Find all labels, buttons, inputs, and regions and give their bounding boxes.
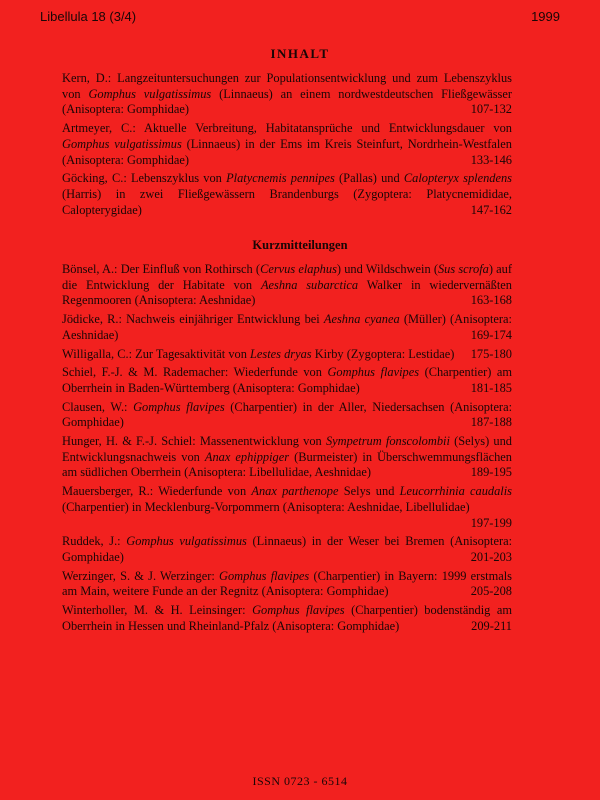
entry-text bbox=[62, 262, 512, 307]
issn: ISSN 0723 - 6514 bbox=[252, 774, 348, 788]
species-name: Aeshna subarctica bbox=[260, 277, 359, 292]
toc-entry bbox=[62, 365, 512, 396]
entry-text-segment: (Charpentier) in der Aller, Niedersachsen (Anisoptera: Gomphidae) bbox=[62, 399, 513, 430]
entry-text-segment: Hunger, H. & F.-J. Schiel: Massenentwicklung von bbox=[62, 434, 326, 449]
species-name: Gomphus flavipes bbox=[327, 365, 420, 380]
entry-text-segment: Kirby (Zygoptera: Lestidae) bbox=[311, 346, 455, 361]
short-notes-list bbox=[62, 262, 512, 637]
entry-text-segment: Bönsel, A.: Der Einfluß von Rothirsch ( bbox=[62, 262, 261, 276]
toc-entry bbox=[62, 171, 512, 218]
toc-entry bbox=[62, 434, 512, 481]
entry-text bbox=[62, 312, 512, 342]
entry-text-segment: (Linnaeus) in der Ems im Kreis Steinfurt, Nordrhein-Westfalen (Anisoptera: Gomphidae) bbox=[62, 136, 512, 167]
toc-entry bbox=[62, 262, 512, 309]
entry-text-segment: Mauersberger, R.: Wiederfunde von bbox=[62, 484, 252, 499]
species-name: Gomphus flavipes bbox=[133, 399, 225, 414]
entry-text-segment: (Charpentier) bodenständig am Oberrhein in Hessen und Rheinland-Pfalz (Anisoptera: Gomphidae) bbox=[62, 603, 512, 633]
page-range: 189-195 bbox=[470, 465, 512, 480]
species-name: Lestes dryas bbox=[250, 346, 312, 361]
species-name: Leucorrhinia caudalis bbox=[399, 484, 512, 499]
species-name: Anax parthenope bbox=[251, 484, 339, 499]
page-range: 175-180 bbox=[470, 346, 512, 361]
entry-text-segment: Jödicke, R.: Nachweis einjähriger Entwicklung bei bbox=[62, 312, 324, 327]
page-range: 201-203 bbox=[470, 549, 512, 564]
entry-text bbox=[62, 569, 512, 599]
entry-text bbox=[62, 347, 454, 361]
species-name: Gomphus vulgatissimus bbox=[126, 534, 247, 549]
toc-entry bbox=[62, 71, 512, 118]
toc-entry bbox=[62, 121, 512, 168]
page-range: 107-132 bbox=[470, 102, 512, 117]
toc-entry bbox=[62, 347, 512, 363]
entry-text bbox=[62, 484, 512, 514]
toc-entry bbox=[62, 484, 512, 531]
entry-text bbox=[62, 603, 512, 633]
page-range: 187-188 bbox=[470, 415, 512, 430]
entry-text-segment: (Harris) in zwei Fließgewässern Brandenburgs (Zygoptera: Platycnemididae, Calopterygidae) bbox=[62, 186, 512, 217]
entry-text-segment: (Müller) (Anisoptera: Aeshnidae) bbox=[62, 312, 512, 342]
page-range: 205-208 bbox=[470, 584, 512, 599]
entry-text bbox=[62, 534, 512, 564]
species-name: Sus scrofa bbox=[437, 262, 489, 276]
entry-text-segment: ) auf die Entwicklung der Habitate von bbox=[62, 262, 513, 292]
entry-text bbox=[62, 365, 512, 395]
articles-list bbox=[62, 71, 512, 221]
entry-text bbox=[62, 171, 512, 216]
entry-text bbox=[62, 400, 512, 430]
contents-heading: INHALT bbox=[270, 46, 330, 61]
species-name: Gomphus flavipes bbox=[252, 603, 345, 618]
entry-text-segment: Selys und bbox=[338, 484, 400, 499]
species-name: Cervus elaphus bbox=[260, 262, 337, 276]
entry-text-segment: Ruddek, J.: bbox=[62, 534, 127, 549]
page-range: 133-146 bbox=[470, 152, 512, 167]
toc-entry bbox=[62, 400, 512, 431]
species-name: Anax ephippiger bbox=[204, 449, 290, 464]
page-range: 163-168 bbox=[470, 293, 512, 308]
entry-text-segment: (Selys) und Entwicklungsnachweis von bbox=[62, 434, 512, 464]
entry-text-segment: Winterholler, M. & H. Leinsinger: bbox=[62, 603, 253, 618]
page-range: 147-162 bbox=[470, 202, 512, 217]
entry-text-segment: Clausen, W.: bbox=[62, 399, 134, 414]
entry-text-segment: (Linnaeus) an einem nordwestdeutschen Fließgewässer (Anisoptera: Gomphidae) bbox=[62, 86, 513, 117]
entry-text-segment: ) und Wildschwein ( bbox=[336, 262, 438, 276]
entry-text-segment: (Pallas) und bbox=[334, 171, 404, 186]
entry-text-segment: Werzinger, S. & J. Werzinger: bbox=[62, 568, 219, 583]
species-name: Gomphus flavipes bbox=[219, 568, 310, 583]
toc-entry bbox=[62, 312, 512, 343]
entry-text-segment: Schiel, F.-J. & M. Rademacher: Wiederfunde von bbox=[62, 365, 328, 380]
species-name: Calopteryx splendens bbox=[403, 171, 512, 186]
entry-text-segment: Artmeyer, C.: Aktuelle Verbreitung, Habitatansprüche und Entwicklungsdauer von bbox=[62, 121, 512, 136]
entry-text bbox=[62, 434, 512, 479]
entry-text-segment: (Linnaeus) in der Weser bei Bremen (Anisoptera: Gomphidae) bbox=[62, 534, 513, 564]
species-name: Sympetrum fonscolombii bbox=[325, 434, 450, 449]
short-notes-heading: Kurzmitteilungen bbox=[252, 238, 348, 252]
toc-entry bbox=[62, 603, 512, 634]
entry-text-segment: (Charpentier) in Mecklenburg-Vorpommern (Anisoptera: Aeshnidae, Libellulidae) bbox=[62, 499, 470, 514]
toc-entry bbox=[62, 534, 512, 565]
entry-text-segment: Göcking, C.: Lebenszyklus von bbox=[62, 171, 227, 186]
entry-text-segment: Willigalla, C.: Zur Tagesaktivität von bbox=[62, 346, 251, 361]
entry-text-segment: (Burmeister) in Überschwemmungsflächen am südlichen Oberrhein (Anisoptera: Libellulidae, Aeshnidae) bbox=[62, 449, 512, 480]
toc-entry bbox=[62, 569, 512, 600]
entry-text-segment: Kern, D.: Langzeituntersuchungen zur Populationsentwicklung und zum Lebenszyklus von bbox=[62, 71, 512, 101]
journal-issue: Libellula 18 (3/4) bbox=[40, 9, 137, 24]
species-name: Gomphus vulgatissimus bbox=[62, 136, 182, 151]
entry-text-segment: (Charpentier) in Bayern: 1999 erstmals am Main, weitere Funde an der Regnitz (Anisoptera: Gomphidae) bbox=[62, 568, 512, 599]
entry-text-segment: (Charpentier) am Oberrhein in Baden-Württemberg (Anisoptera: Gomphidae) bbox=[62, 365, 512, 395]
page-range: 181-185 bbox=[470, 380, 512, 395]
entry-text-segment: Walker in wiedervernäßten Regenmooren (Anisoptera: Aeshnidae) bbox=[62, 277, 512, 308]
entry-text bbox=[62, 71, 512, 116]
page-range: 169-174 bbox=[470, 327, 512, 342]
page-range: 209-211 bbox=[471, 618, 512, 633]
publication-year: 1999 bbox=[531, 9, 560, 24]
species-name: Gomphus vulgatissimus bbox=[88, 86, 212, 101]
species-name: Platycnemis pennipes bbox=[226, 171, 335, 186]
page-header bbox=[40, 9, 560, 29]
page-range: 197-199 bbox=[470, 515, 512, 530]
species-name: Aeshna cyanea bbox=[323, 312, 400, 327]
entry-text bbox=[62, 121, 512, 166]
